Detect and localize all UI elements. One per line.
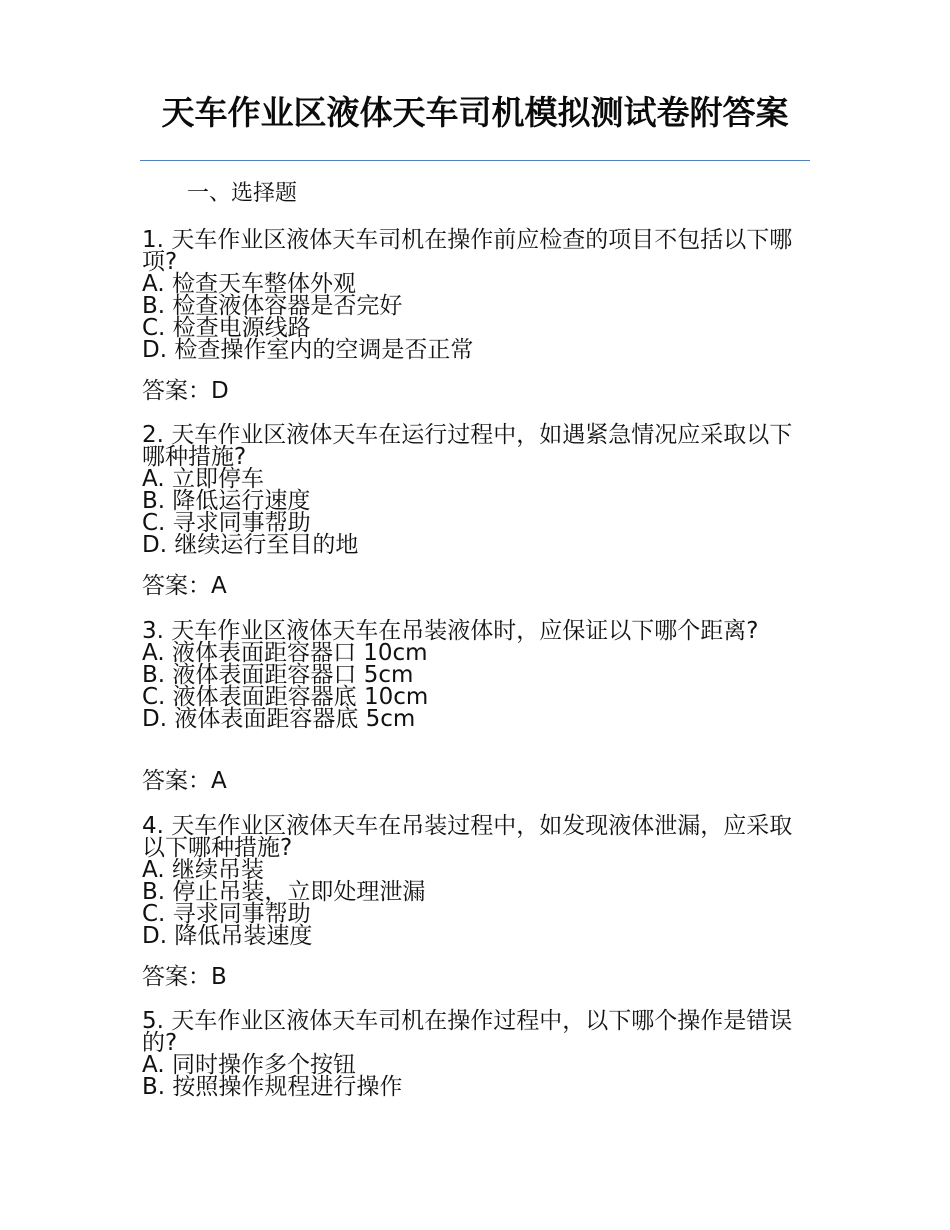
- option-a: A. 立即停车: [142, 466, 264, 492]
- question-block-4: [142, 815, 802, 947]
- title-underline: [140, 160, 810, 161]
- answer-4: 答案：B: [142, 964, 227, 990]
- option-c: C. 寻求同事帮助: [142, 510, 311, 536]
- question-text: 5. 天车作业区液体天车司机在操作过程中，以下哪个操作是错误的?: [142, 1008, 793, 1056]
- option-c: C. 液体表面距容器底 10cm: [142, 684, 429, 710]
- option-a: A. 同时操作多个按钮: [142, 1052, 356, 1078]
- option-b: B. 检查液体容器是否完好: [142, 293, 403, 319]
- question-text: 1. 天车作业区液体天车司机在操作前应检查的项目不包括以下哪项?: [142, 227, 793, 275]
- question-text: 2. 天车作业区液体天车在运行过程中，如遇紧急情况应采取以下哪种措施?: [142, 422, 793, 470]
- option-b: B. 停止吊装，立即处理泄漏: [142, 879, 426, 905]
- option-d: D. 检查操作室内的空调是否正常: [142, 337, 474, 363]
- question-text: 3. 天车作业区液体天车在吊装液体时，应保证以下哪个距离?: [142, 618, 759, 644]
- answer-1: 答案：D: [142, 378, 229, 404]
- option-d: D. 继续运行至目的地: [142, 532, 359, 558]
- option-b: B. 按照操作规程进行操作: [142, 1074, 403, 1100]
- option-a: A. 液体表面距容器口 10cm: [142, 640, 428, 666]
- section-heading: 一、选择题: [187, 181, 298, 206]
- question-text: 4. 天车作业区液体天车在吊装过程中，如发现液体泄漏，应采取以下哪种措施?: [142, 813, 793, 861]
- option-b: B. 液体表面距容器口 5cm: [142, 662, 414, 688]
- option-c: C. 检查电源线路: [142, 315, 311, 341]
- question-block-1: [142, 229, 802, 361]
- option-a: A. 检查天车整体外观: [142, 271, 356, 297]
- option-c: C. 寻求同事帮助: [142, 901, 311, 927]
- option-a: A. 继续吊装: [142, 857, 264, 883]
- document-title: 天车作业区液体天车司机模拟测试卷附答案: [161, 93, 789, 132]
- question-block-2: [142, 424, 802, 556]
- answer-2: 答案：A: [142, 573, 227, 599]
- option-d: D. 降低吊装速度: [142, 923, 313, 949]
- answer-3: 答案：A: [142, 768, 227, 794]
- question-block-3: [142, 620, 802, 730]
- option-d: D. 液体表面距容器底 5cm: [142, 706, 416, 732]
- question-block-5: [142, 1010, 802, 1098]
- option-b: B. 降低运行速度: [142, 488, 311, 514]
